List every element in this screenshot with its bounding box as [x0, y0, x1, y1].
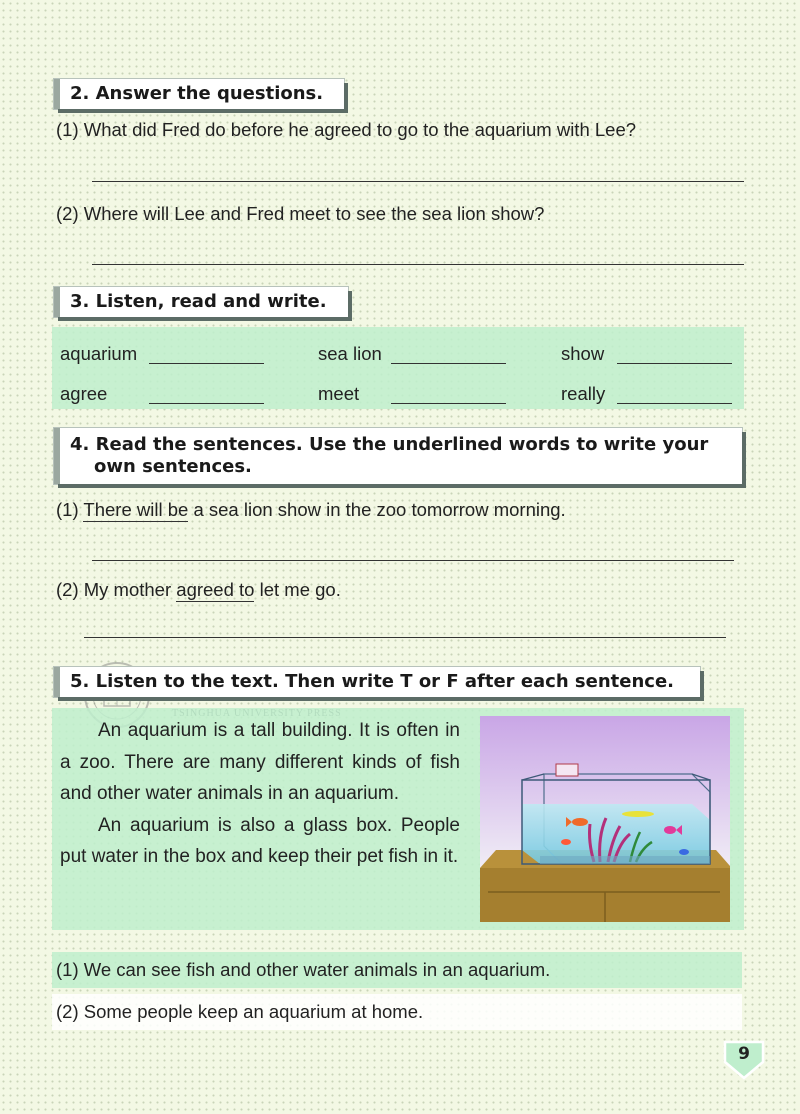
question-1: (1) What did Fred do before he agreed to go to the aquarium with Lee?: [56, 119, 637, 140]
sentence-2-underlined: agreed to: [176, 579, 255, 600]
sentence-1: [56, 498, 566, 522]
reading-paragraph-2: An aquarium is also a glass box. People put water in the box and keep their pet fish in it.: [60, 814, 460, 867]
section-4-title-line-1: 4. Read the sentences. Use the underlined words to write your: [70, 434, 709, 455]
vocabulary-band: [52, 327, 744, 409]
section-2-header: [54, 79, 344, 109]
answer-line-q1[interactable]: [92, 181, 744, 182]
page-number: 9: [738, 1044, 750, 1064]
statement-1-text: (1) We can see fish and other water animals in an aquarium.: [56, 959, 551, 980]
vocab-word-agree: agree: [60, 383, 108, 404]
sentence-1-rest: a sea lion show in the zoo tomorrow morning.: [188, 499, 566, 520]
sentence-2-rest: let me go.: [254, 579, 341, 600]
vocab-word-sea-lion: sea lion: [318, 343, 382, 364]
section-5-title: 5. Listen to the text. Then write T or F after each sentence.: [70, 671, 675, 692]
section-3-title: 3. Listen, read and write.: [70, 291, 327, 312]
statement-2-text: (2) Some people keep an aquarium at home.: [56, 1001, 424, 1022]
sentence-2-prefix: (2) My mother: [56, 579, 177, 600]
sentence-1-prefix: (1): [56, 499, 84, 520]
vocab-blank-really[interactable]: [617, 403, 732, 404]
vocab-blank-show[interactable]: [617, 363, 732, 364]
vocab-blank-sea-lion[interactable]: [391, 363, 506, 364]
sentence-2: [56, 578, 341, 602]
sentence-1-underlined: There will be: [83, 499, 189, 520]
question-2: (2) Where will Lee and Fred meet to see the sea lion show?: [56, 203, 545, 224]
vocab-word-aquarium: aquarium: [60, 343, 138, 364]
vocab-word-show: show: [561, 343, 605, 364]
vocab-word-meet: meet: [318, 383, 360, 404]
section-4-title-line-2: own sentences.: [94, 456, 252, 477]
reading-paragraph-1: An aquarium is a tall building. It is often in a zoo. There are many different kinds of fish and other water animals in an aquarium.: [60, 720, 460, 804]
answer-line-s1[interactable]: [92, 560, 734, 561]
page-number-badge: [722, 1038, 766, 1082]
vocab-blank-agree[interactable]: [149, 403, 264, 404]
reading-passage: [60, 715, 460, 873]
section-5-header: [54, 667, 700, 697]
aquarium-illustration: [480, 716, 730, 922]
vocab-blank-aquarium[interactable]: [149, 363, 264, 364]
statement-1-row[interactable]: [52, 952, 742, 988]
statement-2-row[interactable]: [52, 994, 742, 1030]
answer-line-q2[interactable]: [92, 264, 744, 265]
answer-line-s2[interactable]: [84, 637, 726, 638]
section-3-header: [54, 287, 348, 317]
vocab-blank-meet[interactable]: [391, 403, 506, 404]
vocab-word-really: really: [561, 383, 606, 404]
section-4-header: [54, 428, 742, 484]
section-2-title: 2. Answer the questions.: [70, 83, 324, 104]
